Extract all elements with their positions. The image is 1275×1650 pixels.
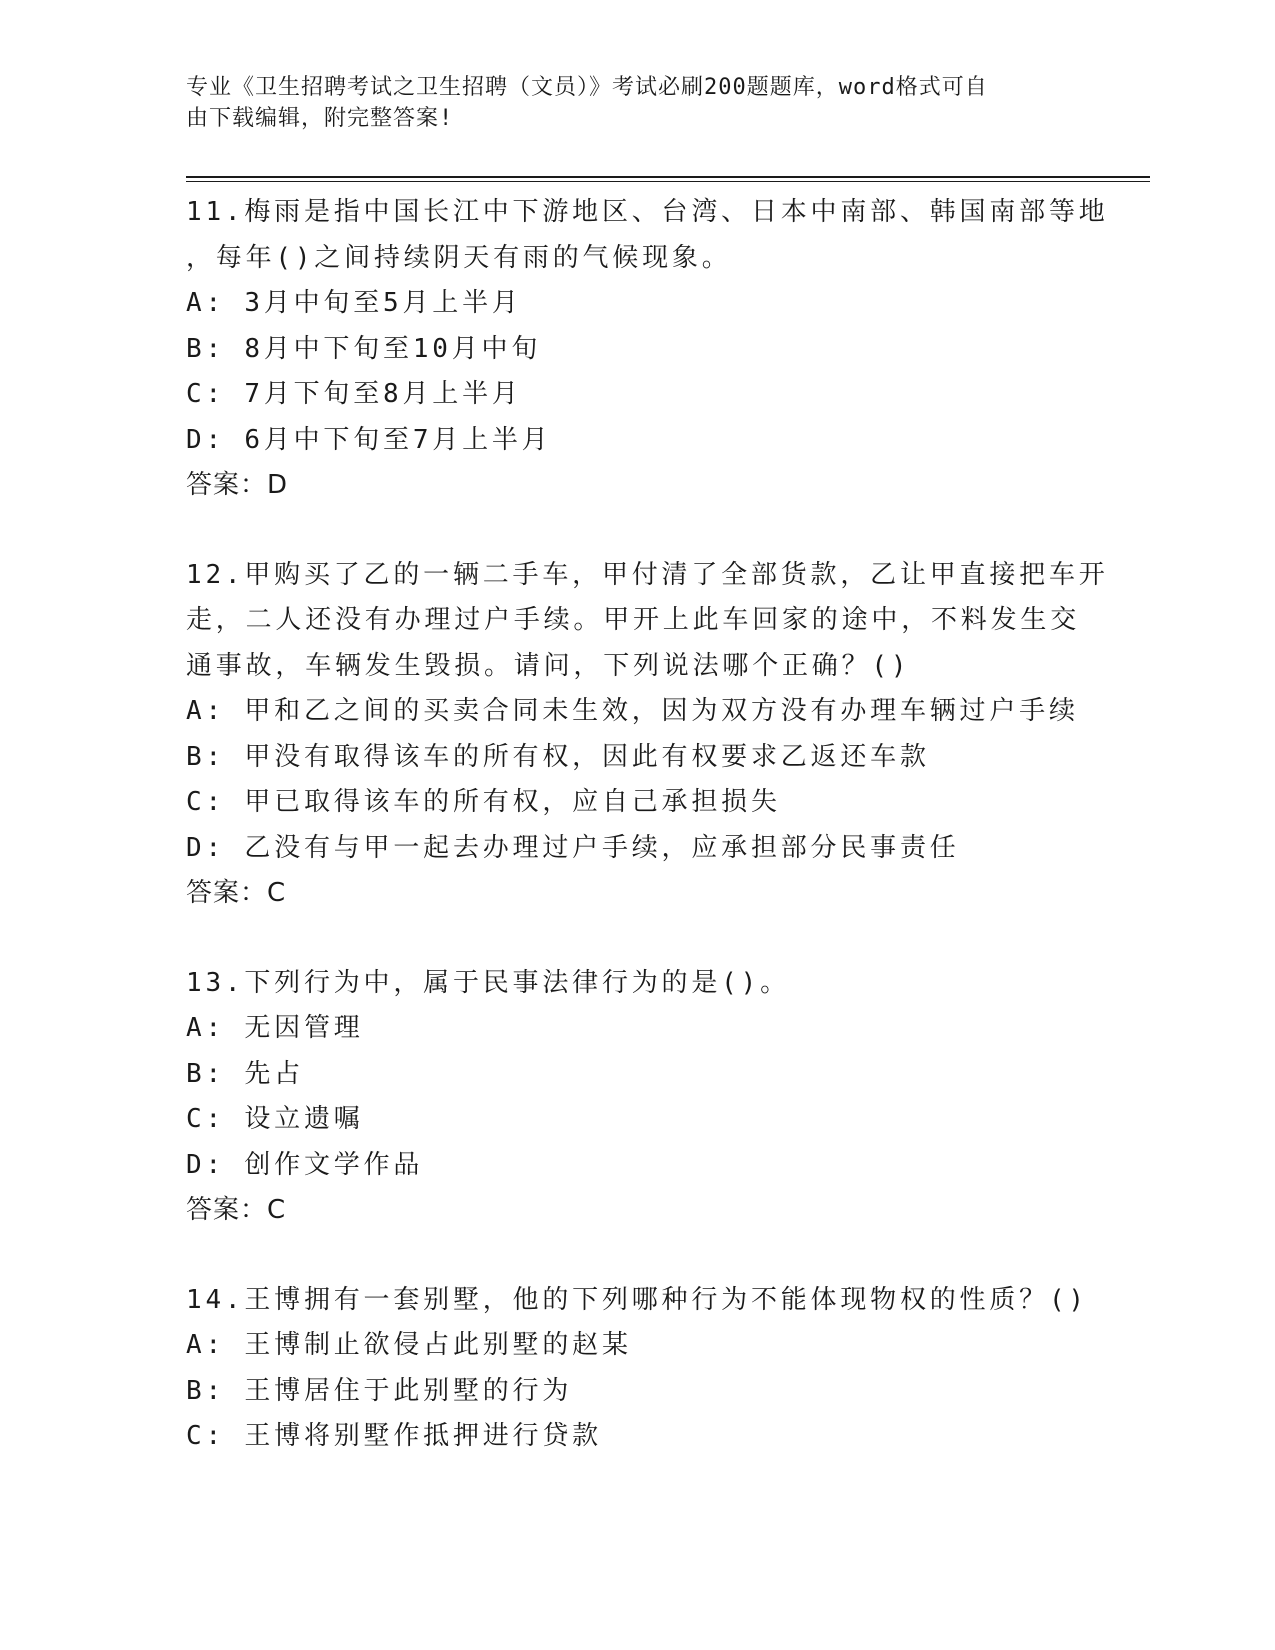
answer-option: C: 王博将别墅作抵押进行贷款 [186,1421,602,1451]
answer-option: C: 设立遗嘱 [186,1104,364,1134]
answer-option: A: 无因管理 [186,1013,364,1043]
question-block [186,190,1109,509]
answer-option: A: 王博制止欲侵占此别墅的赵某 [186,1330,632,1360]
question-block [186,961,1086,1234]
header-rule-thick [186,176,1150,178]
answer-option: A: 甲和乙之间的买卖合同未生效，因为双方没有办理车辆过户手续 [186,696,1079,726]
header-rule-thin [186,181,1150,182]
answer-key: 答案：C [186,1195,287,1225]
answer-option: B: 先占 [186,1058,304,1089]
question-block [186,1278,1086,1460]
question-stem-line: ，每年()之间持续阴天有雨的气候现象。 [186,242,732,273]
answer-key: 答案：D [186,470,289,500]
answer-option: B: 王博居住于此别墅的行为 [186,1375,573,1406]
header-line-1: 专业《卫生招聘考试之卫生招聘（文员）》考试必刷200题题库，word格式可自 [186,75,988,100]
question-stem-line: 13.下列行为中，属于民事法律行为的是()。 [186,967,790,998]
question-stem-line: 通事故，车辆发生毁损。请问，下列说法哪个正确？() [186,650,911,681]
answer-key: 答案：C [186,878,287,908]
answer-option: D: 创作文学作品 [186,1149,424,1180]
question-list [186,190,1109,1504]
answer-option: B: 8月中下旬至10月中旬 [186,333,542,364]
header-line-2: 由下载编辑，附完整答案! [186,106,454,131]
answer-option: B: 甲没有取得该车的所有权，因此有权要求乙返还车款 [186,741,930,772]
document-header [186,72,1066,134]
answer-option: D: 乙没有与甲一起去办理过户手续，应承担部分民事责任 [186,832,960,863]
answer-option: C: 7月下旬至8月上半月 [186,379,522,409]
answer-option: C: 甲已取得该车的所有权，应自己承担损失 [186,787,781,817]
question-block [186,553,1109,917]
question-stem-line: 12.甲购买了乙的一辆二手车，甲付清了全部货款，乙让甲直接把车开 [186,559,1109,590]
answer-option: D: 6月中下旬至7月上半月 [186,424,552,455]
question-stem-line: 走，二人还没有办理过户手续。甲开上此车回家的途中，不料发生交 [186,605,1081,635]
question-stem-line: 11.梅雨是指中国长江中下游地区、台湾、日本中南部、韩国南部等地 [186,197,1109,227]
answer-option: A: 3月中旬至5月上半月 [186,288,522,318]
question-stem-line: 14.王博拥有一套别墅，他的下列哪种行为不能体现物权的性质？() [186,1284,1088,1315]
